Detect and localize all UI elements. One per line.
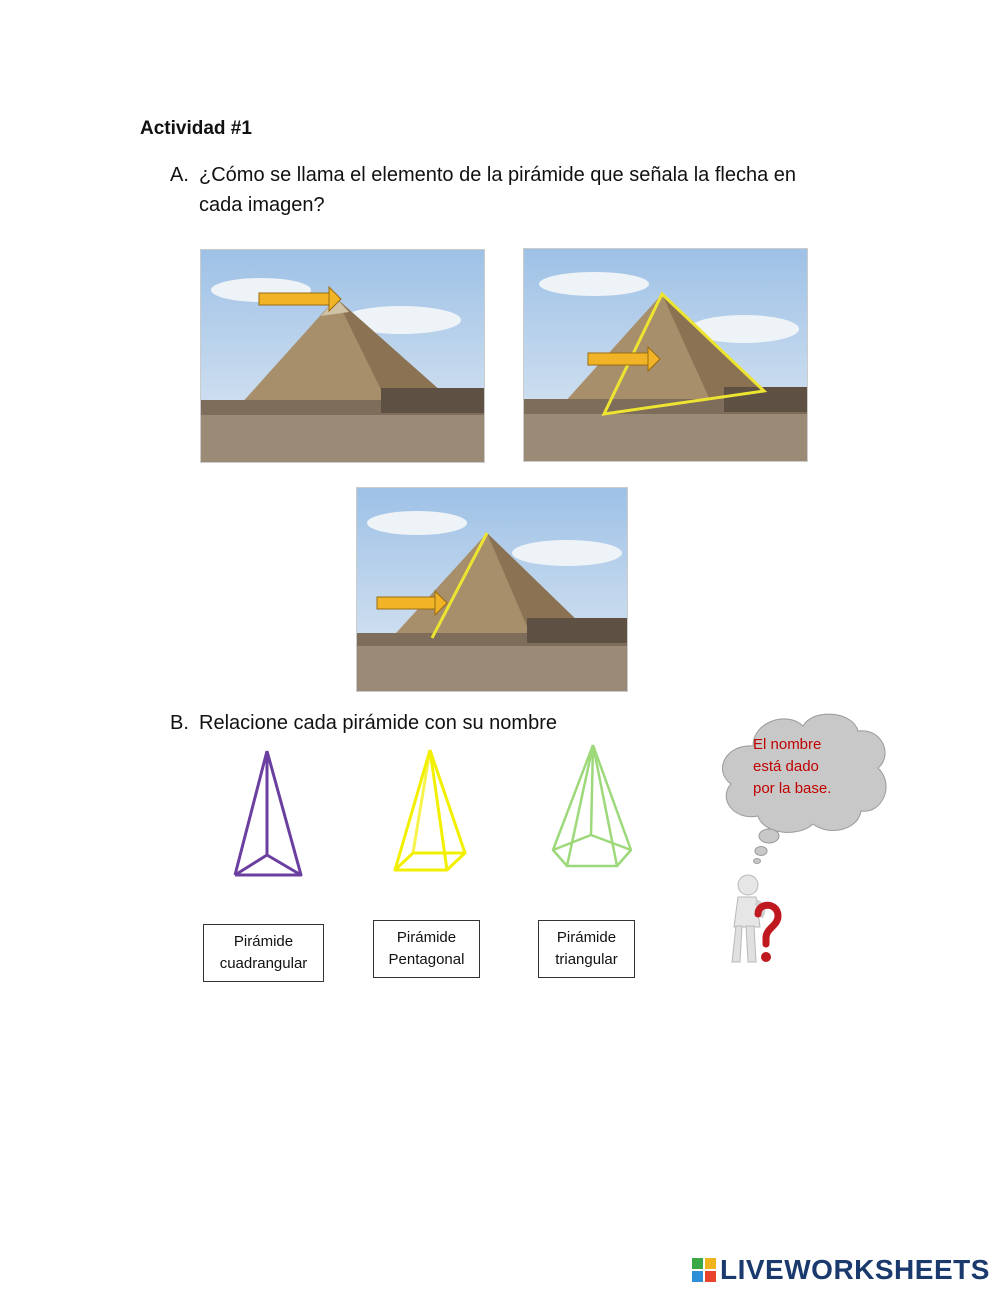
question-b: [170, 708, 670, 738]
pyramid-photo-edge: [356, 487, 628, 692]
question-b-letter: B.: [170, 712, 189, 734]
label-3-line1: Pirámide: [556, 929, 617, 946]
thought-line1: El nombre: [753, 736, 822, 753]
purple-pyramid-figure: [225, 745, 315, 885]
pyramid-photo-face: [523, 248, 808, 462]
brand-name: LIVEWORKSHEETS: [720, 1254, 990, 1285]
thought-line2: está dado: [753, 758, 819, 775]
brand-logo: [692, 1253, 990, 1287]
label-1-line1: Pirámide: [233, 933, 294, 950]
thought-line3: por la base.: [753, 780, 832, 797]
label-2-line1: Pirámide: [396, 929, 457, 946]
thinking-person-figure: [720, 872, 785, 967]
yellow-pyramid-figure: [385, 745, 475, 880]
green-pyramid-figure: [547, 740, 637, 872]
thought-cloud: [713, 706, 893, 866]
question-a-line2: cada imagen?: [199, 194, 325, 216]
activity-title: Actividad #1: [140, 118, 252, 139]
label-2-line2: Pentagonal: [388, 951, 465, 968]
label-1-line2: cuadrangular: [219, 955, 308, 972]
question-a-line1: ¿Cómo se llama el elemento de la pirámide que señala la flecha en: [199, 164, 797, 186]
label-piramide-triangular[interactable]: [538, 920, 635, 978]
label-piramide-pentagonal[interactable]: [373, 920, 480, 978]
pyramid-photo-apex: [200, 249, 485, 463]
question-a: [170, 160, 870, 220]
question-b-text: Relacione cada pirámide con su nombre: [199, 712, 557, 734]
label-piramide-cuadrangular[interactable]: [203, 924, 324, 982]
label-3-line2: triangular: [555, 951, 618, 968]
liveworksheets-logo-icon: [692, 1258, 716, 1282]
question-a-letter: A.: [170, 164, 189, 186]
